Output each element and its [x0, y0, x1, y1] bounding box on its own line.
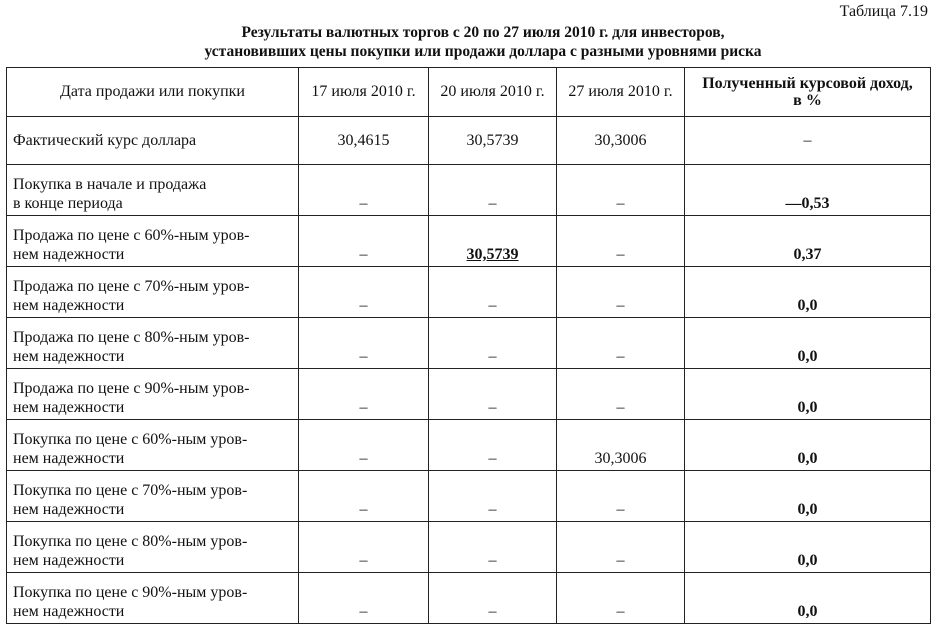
cell-july-27: – — [557, 522, 685, 573]
row-label-line-1: Покупка по цене с 60%-ным уров- — [13, 431, 248, 448]
cell-july-27: 30,3006 — [557, 117, 685, 165]
row-label-line-2: нем надежности — [13, 603, 125, 620]
cell-income: 0,0 — [685, 267, 931, 318]
cell-july-20: – — [429, 369, 557, 420]
table-row — [7, 216, 931, 267]
cell-income: 0,37 — [685, 216, 931, 267]
cell-july-20: 30,5739 — [429, 216, 557, 267]
cell-july-17: – — [299, 522, 429, 573]
header-july-20: 20 июля 2010 г. — [429, 68, 557, 117]
cell-july-17: – — [299, 573, 429, 624]
cell-july-27: – — [557, 267, 685, 318]
row-label-line-2: нем надежности — [13, 246, 125, 263]
table-row — [7, 471, 931, 522]
cell-income: 0,0 — [685, 471, 931, 522]
cell-july-27: – — [557, 165, 685, 216]
row-label-line-1: Продажа по цене с 90%-ным уров- — [13, 380, 250, 397]
table-row — [7, 522, 931, 573]
header-date-operation: Дата продажи или покупки — [7, 68, 299, 117]
row-label — [7, 369, 299, 420]
table-row — [7, 165, 931, 216]
cell-july-20: 30,5739 — [429, 117, 557, 165]
row-label — [7, 522, 299, 573]
cell-july-17: – — [299, 369, 429, 420]
cell-income: – — [685, 117, 931, 165]
row-label-line-1: Продажа по цене с 80%-ным уров- — [13, 329, 250, 346]
row-label-line-1: Продажа по цене с 60%-ным уров- — [13, 227, 250, 244]
row-label-line-1: Продажа по цене с 70%-ным уров- — [13, 278, 250, 295]
table-row — [7, 420, 931, 471]
row-label-line-1: Покупка по цене с 70%-ным уров- — [13, 482, 248, 499]
cell-july-17: – — [299, 216, 429, 267]
row-label — [7, 267, 299, 318]
row-label-line-2: нем надежности — [13, 297, 125, 314]
cell-july-20: – — [429, 318, 557, 369]
cell-july-27: – — [557, 318, 685, 369]
row-label — [7, 420, 299, 471]
table-row — [7, 573, 931, 624]
cell-july-17: 30,4615 — [299, 117, 429, 165]
cell-july-20: – — [429, 165, 557, 216]
cell-july-17: – — [299, 420, 429, 471]
table-number: Таблица 7.19 — [839, 3, 928, 20]
header-income — [685, 68, 931, 117]
cell-income: 0,0 — [685, 369, 931, 420]
table-row — [7, 267, 931, 318]
cell-july-17: – — [299, 318, 429, 369]
cell-income: 0,0 — [685, 573, 931, 624]
caption-line-1: Результаты валютных торгов с 20 по 27 июля 2010 г. для инвесторов, — [241, 24, 725, 41]
row-label — [7, 117, 299, 165]
row-label — [7, 165, 299, 216]
caption-line-2: установивших цены покупки или продажи доллара с разными уровнями риска — [204, 43, 762, 60]
row-label-line-1: Покупка по цене с 80%-ным уров- — [13, 533, 248, 550]
row-label — [7, 471, 299, 522]
row-label-line-2: нем надежности — [13, 552, 125, 569]
cell-july-27: – — [557, 471, 685, 522]
table-row — [7, 369, 931, 420]
row-label-line-2: нем надежности — [13, 399, 125, 416]
header-income-line-2: в % — [793, 92, 822, 109]
table-row — [7, 117, 931, 165]
row-label-line-1: Покупка в начале и продажа — [13, 176, 207, 193]
cell-income: 0,0 — [685, 318, 931, 369]
table-caption — [0, 23, 936, 61]
cell-income: —0,53 — [685, 165, 931, 216]
results-table — [6, 67, 931, 624]
row-label-line-2: нем надежности — [13, 348, 125, 365]
cell-income: 0,0 — [685, 420, 931, 471]
row-label-line-2: в конце периода — [13, 195, 123, 212]
cell-july-27: – — [557, 369, 685, 420]
header-july-27: 27 июля 2010 г. — [557, 68, 685, 117]
row-label — [7, 573, 299, 624]
cell-july-27: – — [557, 573, 685, 624]
cell-july-20: – — [429, 420, 557, 471]
cell-july-17: – — [299, 165, 429, 216]
table-row — [7, 318, 931, 369]
row-label-line-2: нем надежности — [13, 450, 125, 467]
cell-july-20: – — [429, 267, 557, 318]
row-label — [7, 318, 299, 369]
row-label-line-2: нем надежности — [13, 501, 125, 518]
row-label-line-1: Покупка по цене с 90%-ным уров- — [13, 584, 248, 601]
cell-july-27: 30,3006 — [557, 420, 685, 471]
cell-july-17: – — [299, 471, 429, 522]
header-income-line-1: Полученный курсовой доход, — [702, 75, 913, 92]
cell-july-20: – — [429, 471, 557, 522]
header-july-17: 17 июля 2010 г. — [299, 68, 429, 117]
cell-july-20: – — [429, 573, 557, 624]
cell-july-17: – — [299, 267, 429, 318]
row-label-line-1: Фактический курс доллара — [13, 132, 197, 149]
cell-income: 0,0 — [685, 522, 931, 573]
header-row — [7, 68, 931, 117]
row-label — [7, 216, 299, 267]
cell-july-27: – — [557, 216, 685, 267]
cell-july-20: – — [429, 522, 557, 573]
